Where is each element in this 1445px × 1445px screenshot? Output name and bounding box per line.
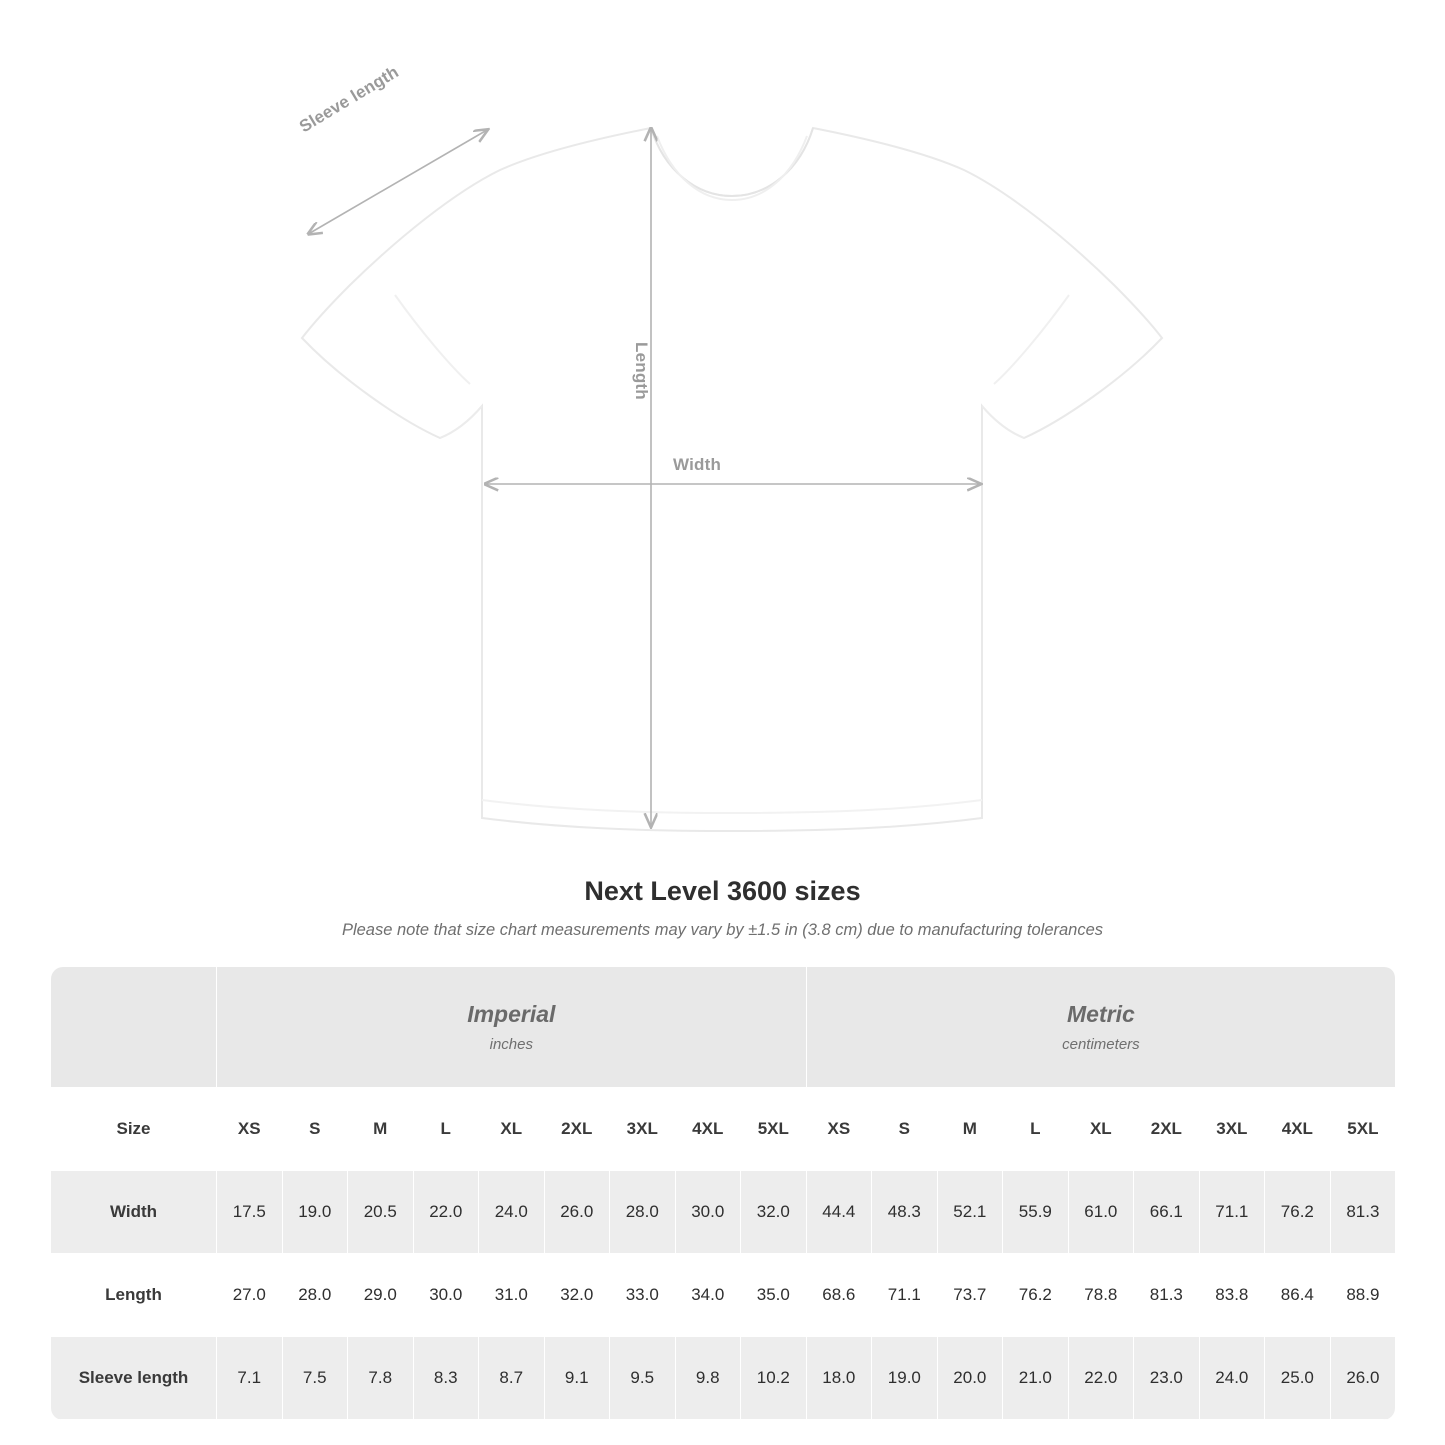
size-col-imperial-s: S [282, 1088, 348, 1171]
sleeve-metric-s: 19.0 [872, 1337, 938, 1420]
length-imperial-5xl: 35.0 [741, 1254, 807, 1337]
table-row-unit-groups [51, 967, 1396, 1088]
width-imperial-2xl: 26.0 [544, 1171, 610, 1254]
width-metric-l: 55.9 [1003, 1171, 1069, 1254]
length-imperial-2xl: 32.0 [544, 1254, 610, 1337]
size-col-imperial-2xl: 2XL [544, 1088, 610, 1171]
length-metric-3xl: 83.8 [1199, 1254, 1265, 1337]
length-metric-xs: 68.6 [806, 1254, 872, 1337]
width-metric-2xl: 66.1 [1134, 1171, 1200, 1254]
title-block [0, 876, 1445, 940]
length-imperial-3xl: 33.0 [610, 1254, 676, 1337]
width-metric-5xl: 81.3 [1330, 1171, 1395, 1254]
length-imperial-m: 29.0 [348, 1254, 414, 1337]
size-col-imperial-xl: XL [479, 1088, 545, 1171]
width-metric-s: 48.3 [872, 1171, 938, 1254]
width-metric-4xl: 76.2 [1265, 1171, 1331, 1254]
sleeve-imperial-4xl: 9.8 [675, 1337, 741, 1420]
sleeve-metric-4xl: 25.0 [1265, 1337, 1331, 1420]
table-row-sizes [51, 1088, 1396, 1171]
size-col-imperial-l: L [413, 1088, 479, 1171]
length-metric-l: 76.2 [1003, 1254, 1069, 1337]
width-imperial-xs: 17.5 [217, 1171, 283, 1254]
size-col-imperial-5xl: 5XL [741, 1088, 807, 1171]
length-imperial-l: 30.0 [413, 1254, 479, 1337]
page-title: Next Level 3600 sizes [584, 876, 861, 906]
length-imperial-xl: 31.0 [479, 1254, 545, 1337]
table-row-sleeve-length [51, 1337, 1396, 1420]
table-row-length [51, 1254, 1396, 1337]
tolerance-note: Please note that size chart measurements may vary by ±1.5 in (3.8 cm) due to manufacturing tolerances [341, 921, 1104, 939]
size-col-metric-3xl: 3XL [1199, 1088, 1265, 1171]
sleeve-metric-3xl: 24.0 [1199, 1337, 1265, 1420]
unit-header-metric-sub: centimeters [1062, 1036, 1140, 1053]
sleeve-imperial-3xl: 9.5 [610, 1337, 676, 1420]
size-col-metric-2xl: 2XL [1134, 1088, 1200, 1171]
sleeve-imperial-5xl: 10.2 [741, 1337, 807, 1420]
length-metric-4xl: 86.4 [1265, 1254, 1331, 1337]
sleeve-imperial-s: 7.5 [282, 1337, 348, 1420]
sleeve-metric-2xl: 23.0 [1134, 1337, 1200, 1420]
width-imperial-5xl: 32.0 [741, 1171, 807, 1254]
sleeve-metric-l: 21.0 [1003, 1337, 1069, 1420]
row-label-sleeve-length: Sleeve length [51, 1337, 217, 1420]
size-col-metric-5xl: 5XL [1330, 1088, 1395, 1171]
unit-header-metric-name: Metric [1067, 1001, 1135, 1027]
unit-header-imperial-name: Imperial [467, 1001, 556, 1027]
row-label-length: Length [51, 1254, 217, 1337]
width-imperial-xl: 24.0 [479, 1171, 545, 1254]
width-metric-xl: 61.0 [1068, 1171, 1134, 1254]
sleeve-metric-5xl: 26.0 [1330, 1337, 1395, 1420]
size-table-wrapper [50, 966, 1395, 1420]
sleeve-imperial-xl: 8.7 [479, 1337, 545, 1420]
size-col-metric-xs: XS [806, 1088, 872, 1171]
sleeve-imperial-m: 7.8 [348, 1337, 414, 1420]
length-metric-m: 73.7 [937, 1254, 1003, 1337]
size-col-metric-s: S [872, 1088, 938, 1171]
width-imperial-m: 20.5 [348, 1171, 414, 1254]
size-col-metric-m: M [937, 1088, 1003, 1171]
size-col-metric-l: L [1003, 1088, 1069, 1171]
width-metric-xs: 44.4 [806, 1171, 872, 1254]
length-label: Length [632, 342, 651, 400]
unit-header-imperial [217, 967, 807, 1088]
sleeve-length-label: Sleeve length [296, 62, 402, 137]
length-imperial-4xl: 34.0 [675, 1254, 741, 1337]
row-label-size: Size [51, 1088, 217, 1171]
width-label: Width [673, 455, 722, 474]
table-row-width [51, 1171, 1396, 1254]
length-imperial-xs: 27.0 [217, 1254, 283, 1337]
row-label-width: Width [51, 1171, 217, 1254]
sleeve-metric-xl: 22.0 [1068, 1337, 1134, 1420]
sleeve-metric-m: 20.0 [937, 1337, 1003, 1420]
unit-header-metric [806, 967, 1395, 1088]
size-col-metric-4xl: 4XL [1265, 1088, 1331, 1171]
width-metric-m: 52.1 [937, 1171, 1003, 1254]
sleeve-imperial-l: 8.3 [413, 1337, 479, 1420]
length-metric-5xl: 88.9 [1330, 1254, 1395, 1337]
size-col-imperial-4xl: 4XL [675, 1088, 741, 1171]
sleeve-metric-xs: 18.0 [806, 1337, 872, 1420]
width-imperial-l: 22.0 [413, 1171, 479, 1254]
size-col-imperial-xs: XS [217, 1088, 283, 1171]
length-metric-xl: 78.8 [1068, 1254, 1134, 1337]
length-imperial-s: 28.0 [282, 1254, 348, 1337]
width-imperial-s: 19.0 [282, 1171, 348, 1254]
size-col-metric-xl: XL [1068, 1088, 1134, 1171]
sleeve-imperial-xs: 7.1 [217, 1337, 283, 1420]
sleeve-imperial-2xl: 9.1 [544, 1337, 610, 1420]
length-metric-s: 71.1 [872, 1254, 938, 1337]
width-metric-3xl: 71.1 [1199, 1171, 1265, 1254]
size-col-imperial-3xl: 3XL [610, 1088, 676, 1171]
unit-header-spacer [51, 967, 217, 1088]
width-imperial-4xl: 30.0 [675, 1171, 741, 1254]
length-metric-2xl: 81.3 [1134, 1254, 1200, 1337]
size-table [50, 966, 1395, 1420]
size-col-imperial-m: M [348, 1088, 414, 1171]
width-imperial-3xl: 28.0 [610, 1171, 676, 1254]
unit-header-imperial-sub: inches [489, 1036, 533, 1053]
